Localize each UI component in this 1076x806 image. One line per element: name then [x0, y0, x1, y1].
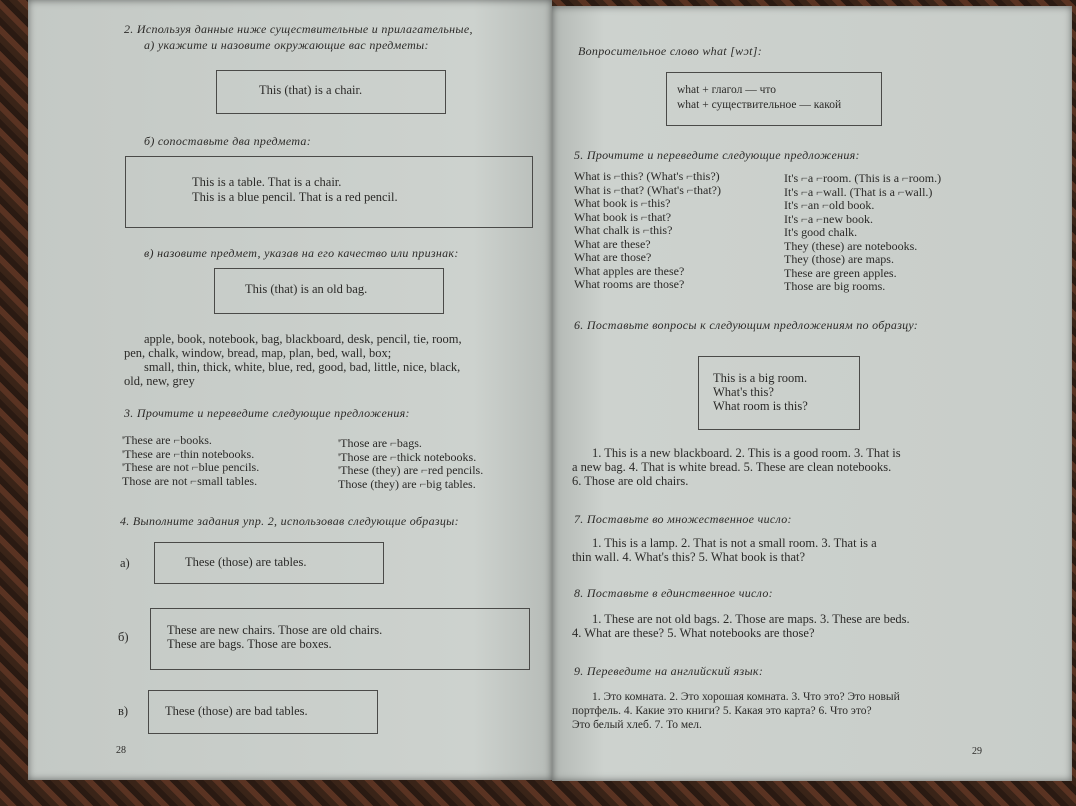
sample-box-a — [154, 542, 384, 584]
example-box-1-text: This (that) is a chair. — [259, 83, 363, 97]
text-line: 4. What are these? 5. What notebooks are those? — [572, 626, 815, 640]
task6-heading: 6. Поставьте вопросы к следующим предложениям по образцу: — [574, 318, 919, 332]
sentence: It's ⌐a ⌐new book. — [784, 211, 874, 226]
sentence: What apples are these? — [574, 263, 685, 278]
task2a-instruction: а) укажите и назовите окружающие вас предметы: — [144, 38, 429, 52]
sample-box-c — [148, 690, 378, 734]
sentence: What is ⌐this? (What's ⌐this?) — [574, 169, 720, 183]
what-rule-line2: what + существительное — какой — [677, 99, 842, 111]
text-line: портфель. 4. Какие это книги? 5. Какая это карта? 6. Что это? — [572, 705, 872, 717]
label-a: а) — [120, 556, 130, 570]
what-rule-box — [666, 72, 882, 126]
task5-column-2 — [784, 172, 941, 294]
task7-heading: 7. Поставьте во множественное число: — [574, 512, 792, 526]
task9-heading: 9. Переведите на английский язык: — [574, 664, 764, 678]
sentence: What is ⌐that? (What's ⌐that?) — [574, 182, 721, 197]
sentence: What book is ⌐this? — [574, 196, 671, 210]
sample-box-c-text: These (those) are bad tables. — [165, 704, 308, 718]
sample-box-a-text: These (those) are tables. — [185, 555, 307, 569]
task6-sample-box — [698, 356, 860, 430]
text-line: 1. These are not old bags. 2. Those are maps. 3. These are beds. — [592, 612, 910, 626]
sentence: 'Those are ⌐bags. — [338, 436, 422, 450]
sentence: What are those? — [574, 250, 652, 264]
sentence: They (these) are notebooks. — [784, 238, 918, 253]
task8-heading: 8. Поставьте в единственное число: — [574, 586, 773, 600]
sentence: What are these? — [574, 236, 651, 251]
word-list-line: small, thin, thick, white, blue, red, good, bad, little, nice, black, — [144, 360, 461, 374]
sentence: What rooms are those? — [574, 277, 685, 291]
sentence: What book is ⌐that? — [574, 209, 672, 224]
sentence: It's ⌐a ⌐wall. (That is a ⌐wall.) — [784, 184, 933, 199]
word-list-line: old, new, grey — [124, 374, 195, 388]
right-page — [552, 6, 1072, 781]
example-box-2-line1: This is a table. That is a chair. — [192, 175, 342, 189]
sentence: It's ⌐an ⌐old book. — [784, 198, 875, 212]
example-box-3-text: This (that) is an old bag. — [245, 282, 368, 296]
task6-sentences — [572, 446, 901, 488]
example-box-3 — [214, 268, 444, 314]
text-line: 1. This is a lamp. 2. That is not a small room. 3. That is a — [592, 536, 877, 550]
task2b-instruction: б) сопоставьте два предмета: — [144, 134, 312, 148]
sentence: 'These (they) are ⌐red pencils. — [338, 463, 484, 477]
sample-box-b — [150, 608, 530, 670]
task8-sentences — [572, 612, 910, 640]
left-page — [28, 0, 552, 780]
task6-sample-line3: What room is this? — [713, 399, 808, 413]
sentence: It's good chalk. — [784, 225, 858, 239]
text-line: 1. This is a new blackboard. 2. This is a good room. 3. That is — [592, 446, 901, 460]
question-word-heading: Вопросительное слово what [wɔt]: — [578, 44, 763, 58]
example-box-2 — [125, 156, 533, 228]
task5-heading: 5. Прочтите и переведите следующие предложения: — [574, 148, 860, 162]
label-b: б) — [118, 630, 129, 644]
sentence: 'Those are ⌐thick notebooks. — [338, 449, 477, 464]
task5-column-1 — [574, 170, 721, 292]
task6-sample-line1: This is a big room. — [713, 371, 808, 385]
task4-heading: 4. Выполните задания упр. 2, использовав следующие образцы: — [120, 514, 459, 528]
task3-column-2 — [338, 437, 483, 491]
text-line: thin wall. 4. What's this? 5. What book is that? — [572, 550, 806, 564]
text-line: Это белый хлеб. 7. То мел. — [572, 719, 702, 731]
example-box-1 — [216, 70, 446, 114]
sentence: Those are big rooms. — [784, 279, 886, 293]
word-list-line: apple, book, notebook, bag, blackboard, desk, pencil, tie, room, — [144, 332, 462, 346]
word-list-line: pen, chalk, window, bread, map, plan, bed, wall, box; — [124, 346, 392, 360]
text-line: 1. Это комната. 2. Это хорошая комната. 3. Что это? Это новый — [592, 691, 900, 703]
sentence: 'These are ⌐thin notebooks. — [122, 446, 255, 461]
text-line: 6. Those are old chairs. — [572, 474, 689, 488]
task2c-instruction: в) назовите предмет, указав на его качество или признак: — [144, 246, 459, 260]
word-list — [124, 332, 462, 388]
task6-sample-line2: What's this? — [713, 385, 774, 399]
sentence: These are green apples. — [784, 265, 897, 280]
page-number-left: 28 — [116, 745, 126, 756]
page-number-right: 29 — [972, 746, 982, 757]
text-line: a new bag. 4. That is white bread. 5. These are clean notebooks. — [572, 460, 892, 474]
sentence: It's ⌐a ⌐room. (This is a ⌐room.) — [784, 171, 942, 185]
label-c: в) — [118, 704, 129, 718]
sentence: 'These are ⌐books. — [122, 433, 212, 447]
sentence: What chalk is ⌐this? — [574, 223, 673, 237]
task3-heading: 3. Прочтите и переведите следующие предложения: — [124, 406, 410, 420]
task3-column-1 — [122, 434, 259, 488]
sample-box-b-line1: These are new chairs. Those are old chairs. — [167, 623, 383, 637]
task9-sentences — [572, 690, 900, 732]
sentence: Those (they) are ⌐big tables. — [338, 476, 476, 491]
sample-box-b-line2: These are bags. Those are boxes. — [167, 637, 332, 651]
sentence: They (those) are maps. — [784, 252, 894, 266]
sentence: 'These are not ⌐blue pencils. — [122, 460, 260, 474]
sentence: Those are not ⌐small tables. — [122, 473, 258, 488]
task7-sentences — [572, 536, 877, 564]
what-rule-line1: what + глагол — что — [677, 84, 776, 96]
task2-heading: 2. Используя данные ниже существительные и прилагательные, — [124, 22, 473, 36]
example-box-2-line2: This is a blue pencil. That is a red pencil. — [192, 190, 398, 204]
